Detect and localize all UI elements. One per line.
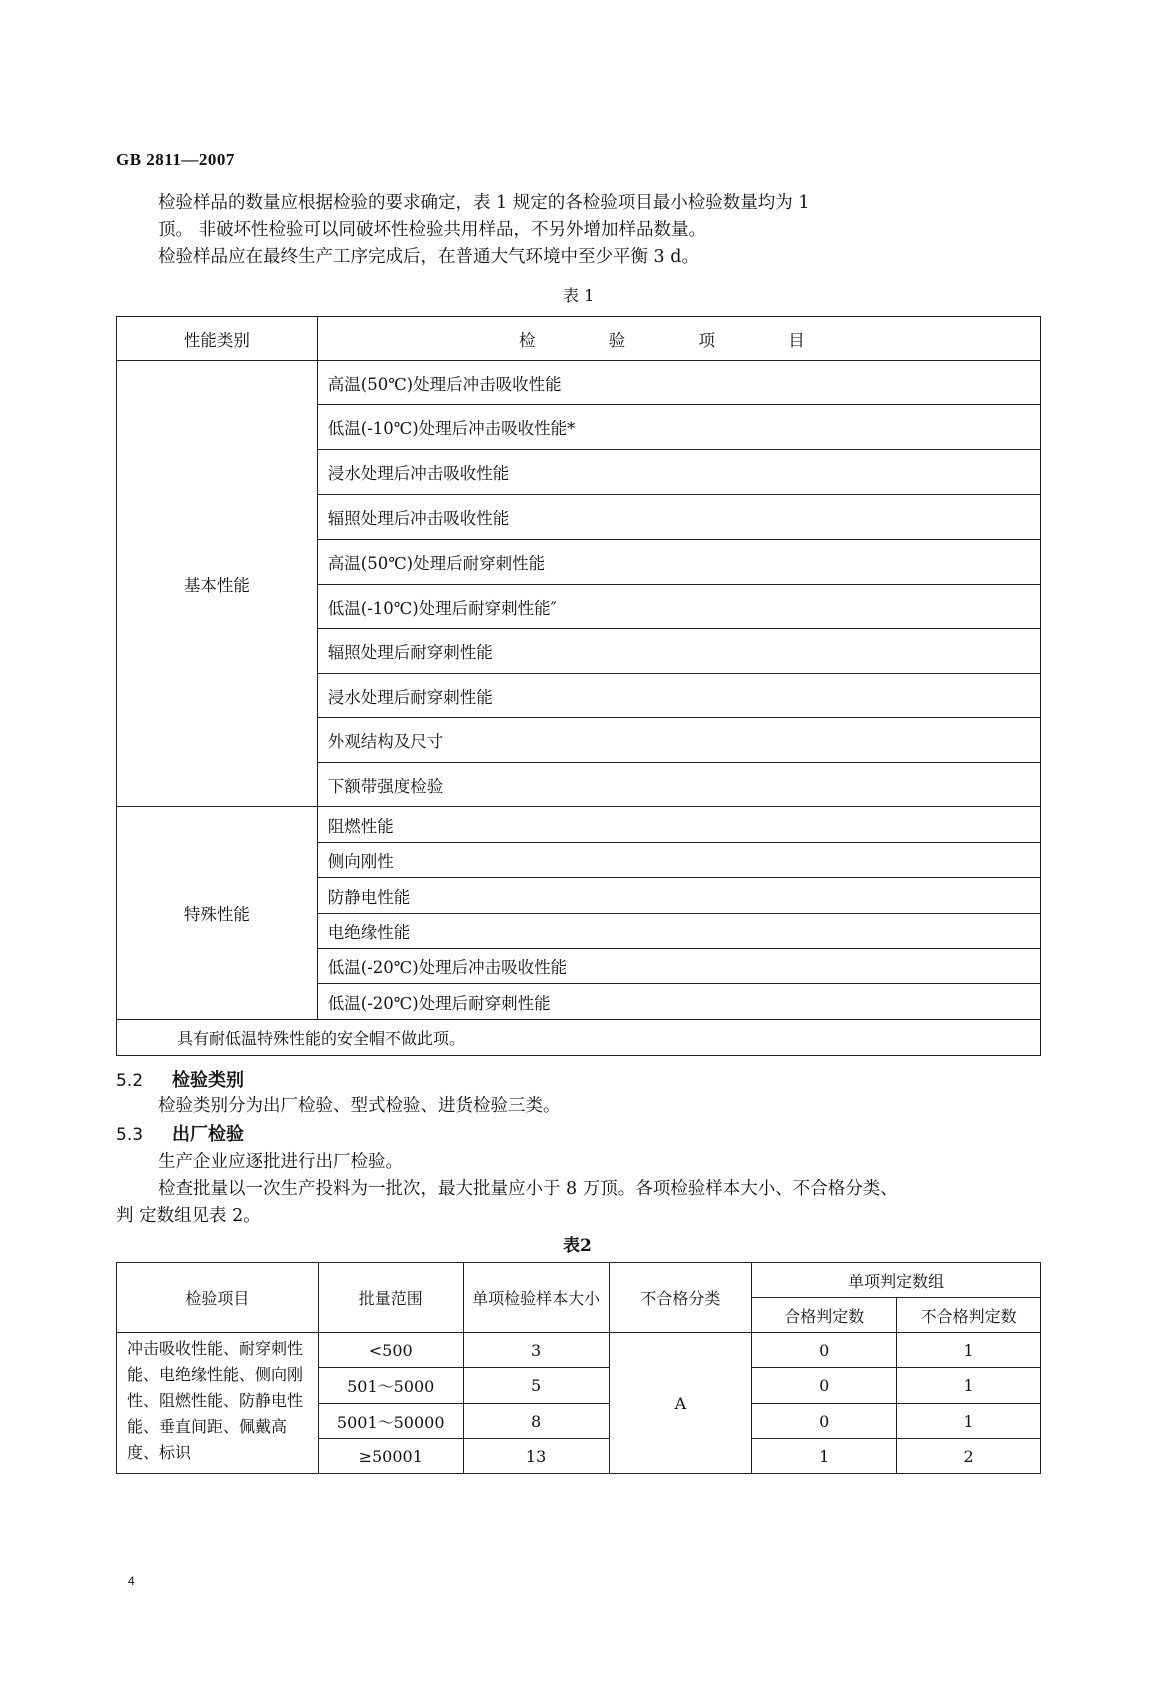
table1-item: 浸水处理后冲击吸收性能	[317, 450, 1040, 495]
section-5-2-text: 检验类别分为出厂检验、型式检验、进货检验三类。	[158, 1096, 561, 1116]
table2-cell-batch: <500	[318, 1333, 463, 1368]
intro-line-1: 检验样品的数量应根据检验的要求确定，表 1 规定的各检验项目最小检验数量均为 1	[158, 193, 810, 213]
section-5-3-text-1: 生产企业应逐批进行出厂检验。	[158, 1152, 403, 1172]
table2-cell-sample: 3	[463, 1333, 609, 1368]
intro-line-2: 顶。 非破坏性检验可以同破坏性检验共用样品，不另外增加样品数量。	[158, 220, 707, 240]
table2-cell-accept: 0	[752, 1368, 897, 1404]
table2-cell-accept: 0	[752, 1333, 897, 1368]
table2-cell-accept: 1	[752, 1439, 897, 1474]
table2-cell-nonconf: A	[609, 1333, 752, 1474]
section-number: 5.2	[116, 1071, 144, 1091]
table1-item: 辐照处理后耐穿刺性能	[317, 629, 1040, 674]
table2-cell-batch: 5001～50000	[318, 1404, 463, 1439]
standard-code: GB 2811—2007	[116, 150, 235, 169]
section-number: 5.3	[116, 1125, 144, 1145]
table1-item: 低温(-20℃)处理后冲击吸收性能	[317, 949, 1040, 984]
table2-items-cell: 冲击吸收性能、耐穿刺性能、电绝缘性能、侧向刚性、阻燃性能、防静电性能、垂直间距、佩戴高度、标识	[117, 1333, 319, 1474]
table2-cell-reject: 2	[897, 1439, 1041, 1474]
table1-item: 高温(50℃)处理后冲击吸收性能	[317, 361, 1040, 405]
table1-item: 浸水处理后耐穿刺性能	[317, 674, 1040, 718]
table1-note: 具有耐低温特殊性能的安全帽不做此项。	[117, 1020, 1041, 1056]
table1-item: 低温(-10℃)处理后耐穿刺性能″	[317, 585, 1040, 629]
table2-cell-reject: 1	[897, 1404, 1041, 1439]
table2-header-reject: 不合格判定数	[897, 1298, 1041, 1333]
table2-cell-batch: 501～5000	[318, 1368, 463, 1404]
table1-item: 低温(-20℃)处理后耐穿刺性能	[317, 984, 1040, 1020]
table1-item: 高温(50℃)处理后耐穿刺性能	[317, 540, 1040, 585]
table2-cell-sample: 5	[463, 1368, 609, 1404]
table1-item: 辐照处理后冲击吸收性能	[317, 495, 1040, 540]
table1-item: 外观结构及尺寸	[317, 718, 1040, 763]
section-5-3-text-3: 判 定数组见表 2。	[116, 1206, 261, 1226]
table1-caption: 表 1	[563, 286, 595, 305]
table2-cell-sample: 13	[463, 1439, 609, 1474]
table1-item: 防静电性能	[317, 878, 1040, 914]
table2	[116, 1262, 1041, 1474]
table2-header-nonconf: 不合格分类	[609, 1263, 752, 1333]
table1-item: 阻燃性能	[317, 807, 1040, 843]
table1-header-items: 检 验 项 目	[317, 317, 1040, 361]
table1-category-special: 特殊性能	[117, 807, 318, 1020]
table2-header-batch: 批量范围	[318, 1263, 463, 1333]
table2-header-sample: 单项检验样本大小	[463, 1263, 609, 1333]
section-5-3-heading	[116, 1120, 244, 1146]
table1-item: 侧向刚性	[317, 843, 1040, 878]
table2-caption: 表2	[563, 1236, 592, 1256]
page-number: 4	[128, 1574, 135, 1588]
intro-line-3: 检验样品应在最终生产工序完成后，在普通大气环境中至少平衡 3 d。	[158, 247, 699, 267]
section-title: 检验类别	[172, 1070, 244, 1091]
table2-cell-accept: 0	[752, 1404, 897, 1439]
table2-cell-reject: 1	[897, 1368, 1041, 1404]
section-title: 出厂检验	[172, 1124, 244, 1145]
table2-cell-reject: 1	[897, 1333, 1041, 1368]
table2-header-item: 检验项目	[117, 1263, 319, 1333]
table2-cell-sample: 8	[463, 1404, 609, 1439]
table1-item: 电绝缘性能	[317, 914, 1040, 949]
table1-item: 低温(-10℃)处理后冲击吸收性能*	[317, 405, 1040, 450]
section-5-3-text-2: 检查批量以一次生产投料为一批次，最大批量应小于 8 万顶。各项检验样本大小、不合格分类、	[158, 1179, 898, 1199]
section-5-2-heading	[116, 1066, 244, 1092]
table1	[116, 316, 1041, 1056]
table1-header-category: 性能类别	[117, 317, 318, 361]
table2-header-group: 单项判定数组	[752, 1263, 1041, 1298]
table2-header-accept: 合格判定数	[752, 1298, 897, 1333]
table1-category-basic: 基本性能	[117, 361, 318, 807]
table1-item: 下额带强度检验	[317, 763, 1040, 807]
table2-cell-batch: ≥50001	[318, 1439, 463, 1474]
